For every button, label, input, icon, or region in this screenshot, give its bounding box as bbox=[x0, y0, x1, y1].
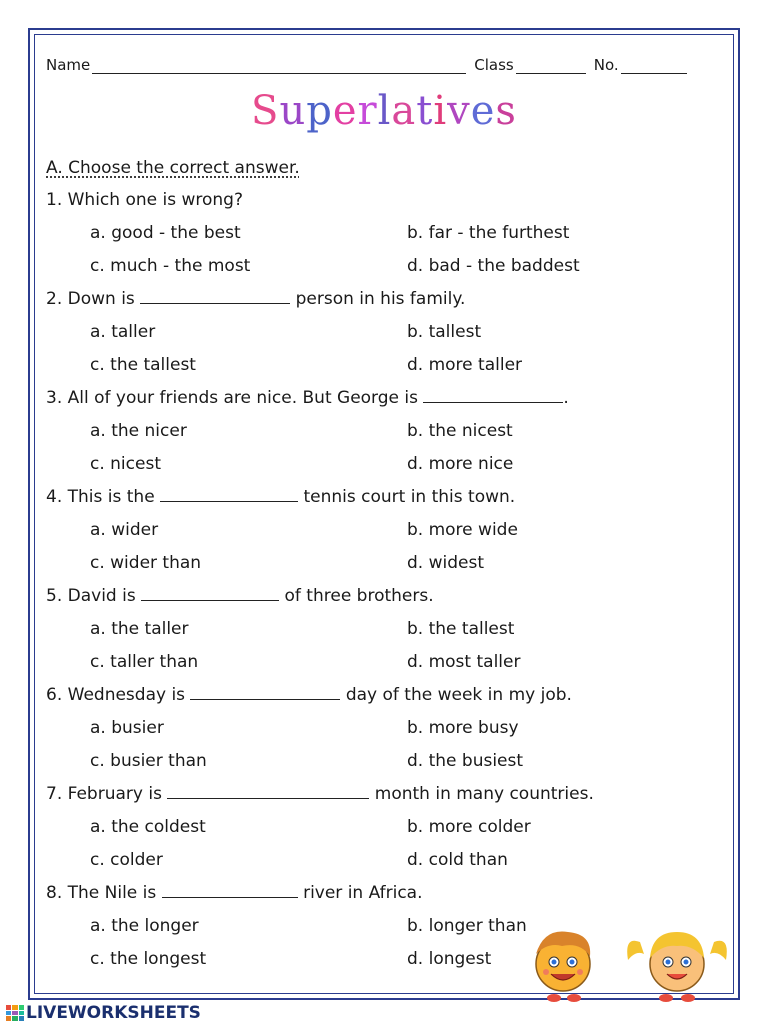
answer-option[interactable]: c. colder bbox=[90, 850, 163, 870]
question-text-after: of three brothers. bbox=[279, 586, 434, 606]
answer-blank[interactable] bbox=[167, 784, 369, 799]
answer-option[interactable]: a. good - the best bbox=[90, 223, 241, 243]
question-number: 8. bbox=[46, 883, 68, 903]
name-label: Name bbox=[46, 56, 91, 74]
title-letter: s bbox=[495, 88, 517, 134]
answer-option[interactable]: b. the tallest bbox=[407, 619, 515, 639]
question-text-after: person in his family. bbox=[290, 289, 466, 309]
number-field[interactable] bbox=[621, 57, 687, 74]
answer-option[interactable]: d. more taller bbox=[407, 355, 523, 375]
class-field[interactable] bbox=[516, 57, 586, 74]
student-info-row bbox=[46, 52, 706, 74]
title-letter: a bbox=[391, 88, 417, 134]
question-5 bbox=[46, 586, 434, 606]
question-number: 3. bbox=[46, 388, 68, 408]
question-text: Wednesday is bbox=[67, 685, 186, 705]
title-letter: v bbox=[447, 88, 471, 134]
answer-blank[interactable] bbox=[140, 289, 290, 304]
title-letter: r bbox=[357, 88, 378, 134]
number-label: No. bbox=[593, 56, 619, 74]
answer-blank[interactable] bbox=[141, 586, 279, 601]
answer-blank[interactable] bbox=[160, 487, 298, 502]
answer-blank[interactable] bbox=[190, 685, 340, 700]
title-letter: S bbox=[251, 88, 280, 134]
answer-option[interactable]: c. the tallest bbox=[90, 355, 196, 375]
liveworksheets-logo-icon bbox=[6, 1005, 24, 1021]
answer-option[interactable]: b. more colder bbox=[407, 817, 531, 837]
answer-option[interactable]: b. the nicest bbox=[407, 421, 513, 441]
answer-option[interactable]: d. more nice bbox=[407, 454, 514, 474]
answer-option[interactable]: c. taller than bbox=[90, 652, 199, 672]
question-1 bbox=[46, 190, 243, 210]
answer-option[interactable]: d. longest bbox=[407, 949, 492, 969]
question-8 bbox=[46, 883, 423, 903]
question-4 bbox=[46, 487, 515, 507]
title-letter: i bbox=[433, 88, 448, 134]
question-text: Down is bbox=[67, 289, 135, 309]
boy-cartoon-icon bbox=[522, 920, 604, 1002]
title-letter: u bbox=[279, 88, 307, 134]
question-text-after: month in many countries. bbox=[369, 784, 594, 804]
question-number: 4. bbox=[46, 487, 68, 507]
answer-option[interactable]: c. the longest bbox=[90, 949, 207, 969]
answer-option[interactable]: a. busier bbox=[90, 718, 164, 738]
answer-option[interactable]: a. the coldest bbox=[90, 817, 206, 837]
answer-option[interactable]: b. more busy bbox=[407, 718, 519, 738]
answer-option[interactable]: b. tallest bbox=[407, 322, 482, 342]
answer-option[interactable]: c. nicest bbox=[90, 454, 161, 474]
answer-option[interactable]: a. the taller bbox=[90, 619, 189, 639]
answer-option[interactable]: d. bad - the baddest bbox=[407, 256, 580, 276]
answer-blank[interactable] bbox=[423, 388, 563, 403]
answer-option[interactable]: a. the longer bbox=[90, 916, 199, 936]
question-text: The Nile is bbox=[67, 883, 157, 903]
question-6 bbox=[46, 685, 572, 705]
question-number: 6. bbox=[46, 685, 68, 705]
answer-option[interactable]: b. far - the furthest bbox=[407, 223, 570, 243]
title-letter: e bbox=[332, 88, 358, 134]
question-text: David is bbox=[67, 586, 136, 606]
answer-option[interactable]: d. cold than bbox=[407, 850, 508, 870]
question-number: 5. bbox=[46, 586, 68, 606]
answer-option[interactable]: d. widest bbox=[407, 553, 484, 573]
answer-option[interactable]: b. longer than bbox=[407, 916, 527, 936]
question-3 bbox=[46, 388, 569, 408]
answer-option[interactable]: a. the nicer bbox=[90, 421, 187, 441]
liveworksheets-footer bbox=[6, 1003, 201, 1023]
question-text: All of your friends are nice. But George is bbox=[67, 388, 418, 408]
question-7 bbox=[46, 784, 594, 804]
section-heading: A. Choose the correct answer. bbox=[46, 158, 300, 178]
name-field[interactable] bbox=[92, 57, 466, 74]
title-letter: t bbox=[416, 88, 434, 134]
title-letter: l bbox=[377, 88, 392, 134]
worksheet-title bbox=[0, 88, 768, 134]
answer-option[interactable]: d. most taller bbox=[407, 652, 521, 672]
answer-option[interactable]: c. busier than bbox=[90, 751, 207, 771]
title-letter: p bbox=[306, 88, 333, 134]
liveworksheets-brand: LIVEWORKSHEETS bbox=[26, 1003, 201, 1023]
question-2 bbox=[46, 289, 465, 309]
question-text-after: day of the week in my job. bbox=[340, 685, 572, 705]
question-text: This is the bbox=[67, 487, 155, 507]
answer-blank[interactable] bbox=[162, 883, 298, 898]
title-letter: e bbox=[470, 88, 496, 134]
question-text: Which one is wrong? bbox=[67, 190, 243, 210]
answer-option[interactable]: d. the busiest bbox=[407, 751, 524, 771]
answer-option[interactable]: a. taller bbox=[90, 322, 156, 342]
class-label: Class bbox=[474, 56, 514, 74]
girl-cartoon-icon bbox=[622, 920, 732, 1002]
answer-option[interactable]: c. wider than bbox=[90, 553, 202, 573]
question-number: 7. bbox=[46, 784, 68, 804]
question-number: 2. bbox=[46, 289, 68, 309]
answer-option[interactable]: c. much - the most bbox=[90, 256, 251, 276]
question-text: February is bbox=[67, 784, 162, 804]
answer-option[interactable]: b. more wide bbox=[407, 520, 518, 540]
question-text-after: tennis court in this town. bbox=[298, 487, 516, 507]
question-text-after: river in Africa. bbox=[297, 883, 423, 903]
question-number: 1. bbox=[46, 190, 68, 210]
answer-option[interactable]: a. wider bbox=[90, 520, 159, 540]
question-text-after: . bbox=[563, 388, 569, 408]
